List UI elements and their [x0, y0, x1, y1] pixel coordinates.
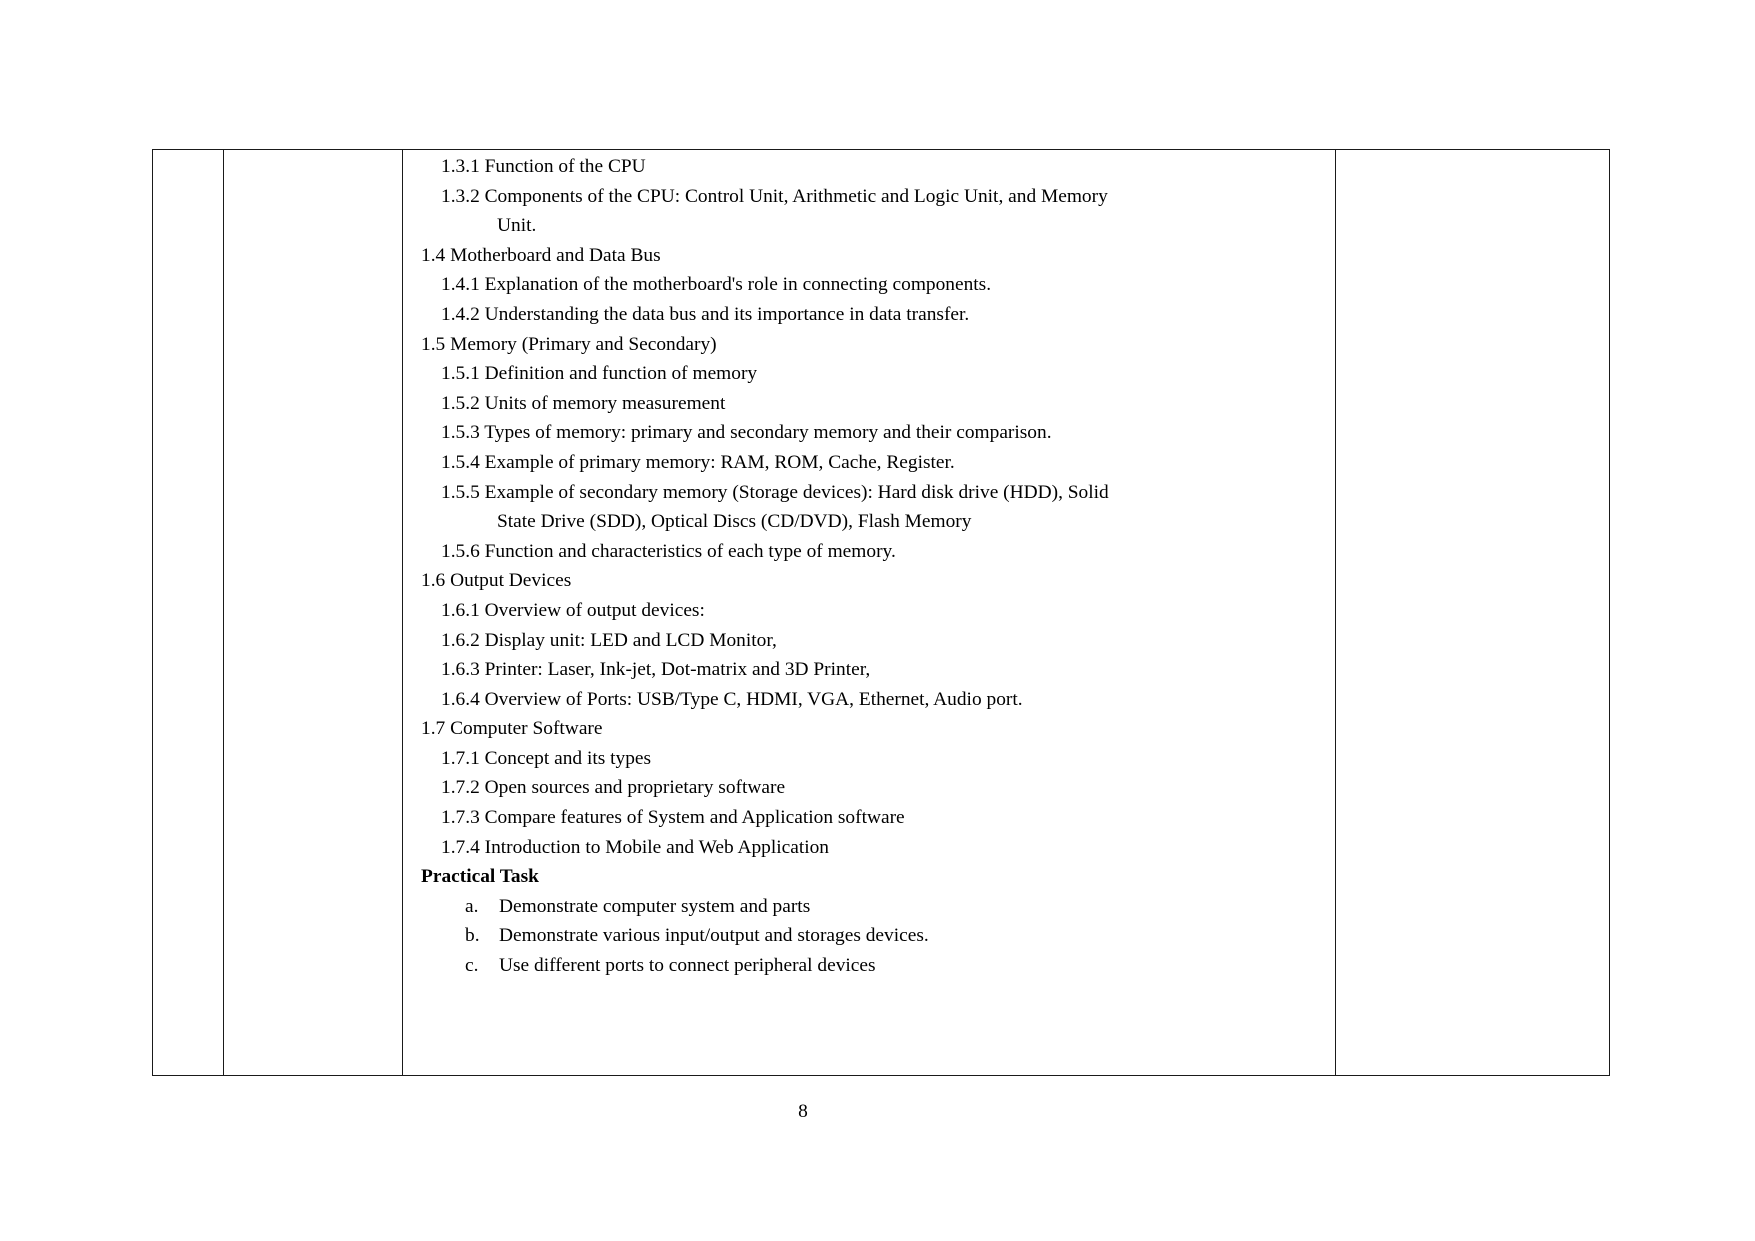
practical-task-text: Use different ports to connect peripheral devices: [499, 955, 876, 977]
syllabus-line: 1.6 Output Devices: [421, 570, 572, 592]
syllabus-line: 1.7.4 Introduction to Mobile and Web Application: [441, 836, 829, 858]
content-list: [403, 150, 1335, 987]
practical-task-text: Demonstrate computer system and parts: [499, 895, 811, 917]
syllabus-line: 1.4 Motherboard and Data Bus: [421, 244, 661, 266]
practical-task-item: [421, 921, 1325, 951]
practical-task-text: Demonstrate various input/output and storages devices.: [499, 925, 929, 947]
hours-value: [1336, 150, 1609, 158]
practical-task-marker: c.: [465, 955, 479, 977]
table-cell-hours: [1336, 150, 1610, 1076]
syllabus-line: 1.6.2 Display unit: LED and LCD Monitor,: [441, 629, 777, 651]
practical-task-heading: Practical Task: [421, 866, 539, 888]
table-cell-serial-number: [153, 150, 224, 1076]
syllabus-line: 1.7.1 Concept and its types: [441, 747, 652, 769]
unit-value: [224, 150, 402, 158]
practical-task-item: [421, 951, 1325, 981]
syllabus-table: [152, 149, 1610, 1076]
syllabus-line: 1.6.1 Overview of output devices:: [441, 599, 705, 621]
practical-task-item: [421, 892, 1325, 922]
syllabus-line: 1.3.1 Function of the CPU: [441, 156, 646, 177]
serial-number-value: [153, 150, 223, 158]
syllabus-line: 1.5.5 Example of secondary memory (Storage devices): Hard disk drive (HDD), Solid: [441, 481, 1109, 503]
syllabus-line: 1.7 Computer Software: [421, 718, 603, 740]
syllabus-line-group: [421, 152, 1325, 862]
syllabus-line: 1.4.2 Understanding the data bus and its importance in data transfer.: [441, 303, 970, 325]
syllabus-line: 1.5 Memory (Primary and Secondary): [421, 333, 717, 355]
syllabus-line: 1.6.3 Printer: Laser, Ink-jet, Dot-matrix and 3D Printer,: [441, 659, 871, 681]
practical-task-list: [421, 892, 1325, 981]
syllabus-line: State Drive (SDD), Optical Discs (CD/DVD), Flash Memory: [497, 511, 972, 533]
table-cell-content: [403, 150, 1336, 1076]
table-cell-unit: [224, 150, 403, 1076]
syllabus-line: 1.5.6 Function and characteristics of each type of memory.: [441, 540, 896, 562]
table-row: [153, 150, 1610, 1076]
syllabus-line: 1.5.3 Types of memory: primary and secondary memory and their comparison.: [441, 422, 1052, 444]
syllabus-line: 1.3.2 Components of the CPU: Control Unit, Arithmetic and Logic Unit, and Memory: [441, 185, 1108, 207]
practical-task-marker: b.: [465, 925, 480, 947]
syllabus-line: 1.7.3 Compare features of System and Application software: [441, 807, 905, 829]
syllabus-line: 1.5.2 Units of memory measurement: [441, 392, 726, 414]
syllabus-line: 1.5.4 Example of primary memory: RAM, ROM, Cache, Register.: [441, 451, 955, 473]
syllabus-line: 1.4.1 Explanation of the motherboard's role in connecting components.: [441, 274, 992, 296]
syllabus-line: 1.5.1 Definition and function of memory: [441, 363, 758, 385]
syllabus-line: Unit.: [497, 215, 537, 237]
practical-task-marker: a.: [465, 895, 479, 917]
syllabus-line: 1.7.2 Open sources and proprietary software: [441, 777, 786, 799]
page-number: 8: [798, 1101, 808, 1122]
syllabus-line: 1.6.4 Overview of Ports: USB/Type C, HDMI, VGA, Ethernet, Audio port.: [441, 688, 1023, 710]
